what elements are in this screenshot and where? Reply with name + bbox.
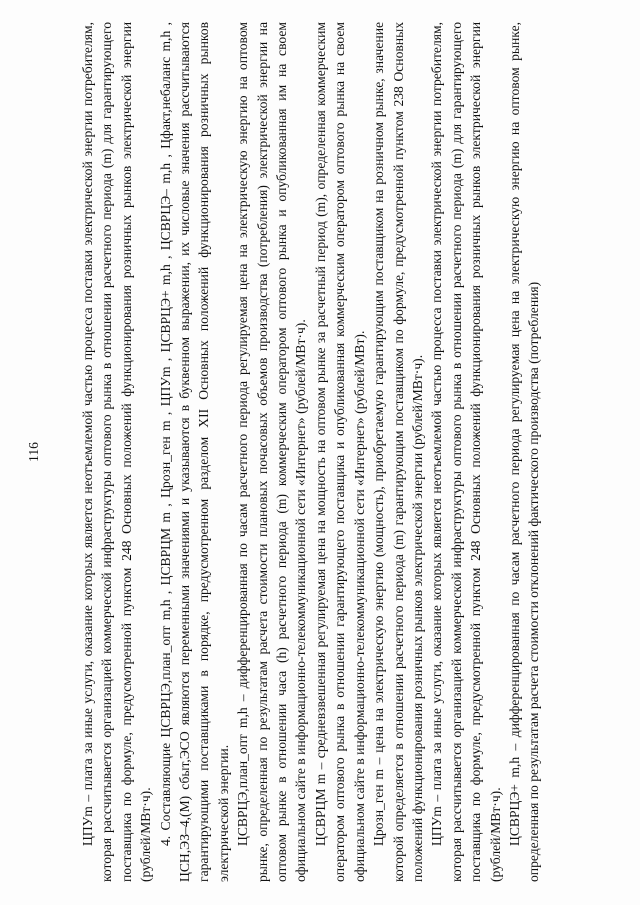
paragraph-components: 4. Составляющие ЦСВРЦЭ,план_опт m,h , ЦСВРЦМ m , Црозн_ген m , ЦПУm , ЦСВРЦЭ+ m,h , ЦСВРЦЭ– m,h , Цфакт,небаланс m,h , ЦСН,ЭЗ–4,(М) сбыт,ЭСО являются переменными значениями и указываются в буквенном выражении, их числовые значения рассчитываются гарантирующими поставщиками в порядке, предусмотренном разделом XII Основных положений функционирования розничных рынков электрической энергии. <box>157 22 231 882</box>
paragraph-svrcm-definition: ЦСВРЦМ m – средневзвешенная регулируемая цена на мощность на оптовом рынке за расчетный период (m), определенная коммерческим оператором оптового рынка в отношении гарантирующего поставщика и опубликованная коммерческим оператором оптового рынка на своем официальном сайте в информационно-телекоммуникационной сети «Интернет» (рублей/МВт). <box>312 22 367 882</box>
paragraph-svrce-plan-definition: ЦСВРЦЭ,план_опт m,h – дифференцированная по часам расчетного периода регулируемая цена на электрическую энергию на оптовом рынке, определенная по результатам расчета стоимости плановых почасовых объемов производства (потребления) электрической энергии на оптовом рынке в отношении часа (h) расчетного периода (m) коммерческим оператором оптового рынка и опубликованная им на своем официальном сайте в информационно-телекоммуникационной сети «Интернет» (рублей/МВт·ч). <box>235 22 309 882</box>
document-body <box>78 22 544 882</box>
paragraph-svrce-plus-definition: ЦСВРЦЭ+ m,h – дифференцированная по часам расчетного периода регулируемая цена на электрическую энергию на оптовом рынке, определенная по результатам расчета стоимости отклонений фактического производства (потребления) <box>506 22 542 882</box>
paragraph-pu-definition: ЦПУm – плата за иные услуги, оказание которых является неотъемлемой частью процесса поставки электрической энергии потребителям, которая рассчитывается организацией коммерческой инфраструктуры оптового рынка в отношении расчетного периода (m) для гарантирующего поставщика по формуле, предусмотренной пунктом 248 Основных положений функционирования розничных рынков электрической энергии (рублей/МВт·ч). <box>80 22 154 882</box>
page-number: 116 <box>26 442 41 462</box>
paragraph-rozn-gen-definition: Црозн_ген m – цена на электрическую энергию (мощность), приобретаемую гарантирующим поставщиком на розничном рынке, значение которой определяется в отношении расчетного периода (m) гарантирующим поставщиком по формуле, предусмотренной пунктом 238 Основных положений функционирования розничных рынков электрической энергии (рублей/МВт·ч). <box>371 22 425 882</box>
rotated-text-block <box>20 22 620 882</box>
paragraph-pu-definition-repeat: ЦПУm – плата за иные услуги, оказание которых является неотъемлемой частью процесса поставки электрической энергии потребителям, которая рассчитывается организацией коммерческой инфраструктуры оптового рынка в отношении расчетного периода (m) для гарантирующего поставщика по формуле, предусмотренной пунктом 248 Основных положений функционирования розничных рынков электрической энергии (рублей/МВт·ч). <box>429 22 503 882</box>
